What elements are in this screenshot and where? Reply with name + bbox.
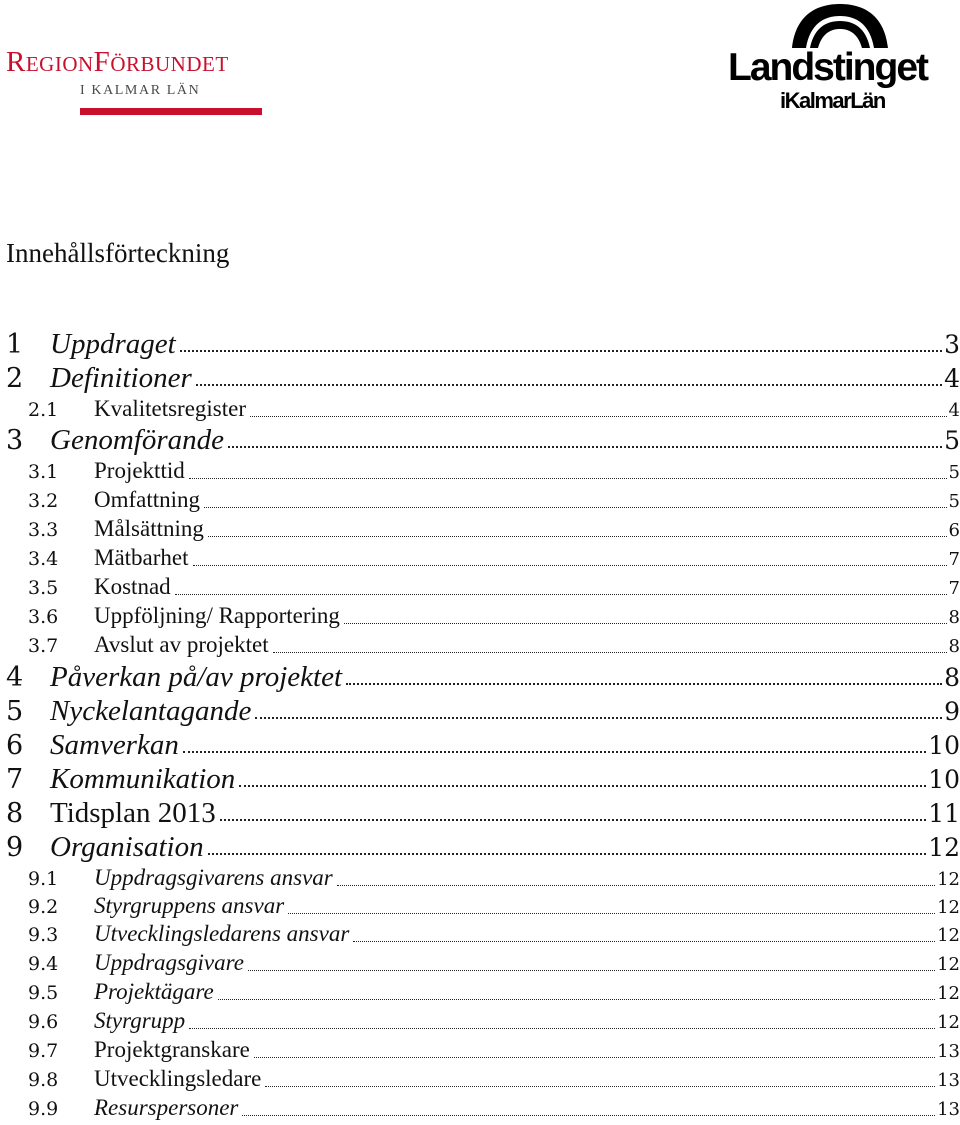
- toc-entry-title: Kostnad: [94, 574, 171, 599]
- toc-entry-number: 9.6: [28, 1011, 59, 1033]
- toc-entry-title: Styrgruppens ansvar: [94, 893, 285, 918]
- toc-dot-leader: [189, 1008, 935, 1034]
- toc-entry[interactable]: [6, 950, 960, 976]
- toc-entry[interactable]: [6, 661, 960, 693]
- toc-entry-number: 3.2: [28, 490, 59, 512]
- toc-entry-number: 7: [6, 764, 24, 795]
- toc-entry-page: 12: [937, 925, 960, 946]
- regionforbundet-logo-name: REGIONFÖRBUNDET: [6, 46, 229, 78]
- toc-entry[interactable]: [6, 545, 960, 571]
- toc-dot-leader: [204, 487, 947, 513]
- toc-entry[interactable]: [6, 695, 960, 727]
- toc-entry-number: 9.2: [28, 896, 59, 918]
- toc-entry[interactable]: [6, 921, 960, 947]
- toc-dot-leader: [250, 396, 947, 422]
- toc-entry-page: 10: [928, 731, 960, 760]
- toc-entry-number: 9.9: [28, 1098, 59, 1120]
- toc-entry-title: Definitioner: [50, 362, 192, 394]
- toc-entry-number: 3: [6, 425, 24, 456]
- toc-entry-page: 8: [948, 636, 960, 657]
- toc-entry-page: 12: [937, 954, 960, 975]
- toc-entry-title: Omfattning: [94, 487, 201, 512]
- toc-entry-title: Kvalitetsregister: [94, 396, 247, 421]
- toc-dot-leader: [180, 328, 942, 360]
- toc-entry-number: 4: [6, 662, 24, 693]
- toc-dot-leader: [248, 950, 935, 976]
- toc-entry-title: Kommunikation: [50, 763, 236, 795]
- toc-entry-number: 1: [6, 329, 24, 360]
- toc-dot-leader: [228, 424, 942, 456]
- regionforbundet-logo-bar: [80, 108, 262, 115]
- toc-entry-page: 11: [928, 799, 960, 828]
- toc-entry[interactable]: [6, 893, 960, 919]
- toc-entry[interactable]: [6, 396, 960, 422]
- landstinget-logo-name: Landstinget: [728, 46, 927, 89]
- toc-entry-page: 12: [937, 897, 960, 918]
- toc-entry-page: 6: [948, 520, 960, 541]
- toc-entry-title: Projekttid: [94, 458, 185, 483]
- toc-entry[interactable]: [6, 797, 960, 829]
- landstinget-logo: [728, 2, 954, 114]
- toc-entry-page: 9: [944, 697, 960, 726]
- toc-entry-page: 13: [937, 1070, 960, 1091]
- toc-entry-page: 4: [948, 400, 960, 421]
- toc-entry-page: 5: [948, 462, 960, 483]
- toc-entry-title: Samverkan: [50, 729, 179, 761]
- toc-entry-number: 5: [6, 696, 24, 727]
- toc-entry-page: 7: [948, 578, 960, 599]
- toc-entry-number: 8: [6, 798, 24, 829]
- toc-entry-page: 10: [928, 765, 960, 794]
- toc-entry-title: Resurspersoner: [94, 1095, 239, 1120]
- toc-entry-page: 8: [948, 607, 960, 628]
- toc-entry-title: Nyckelantagande: [50, 695, 252, 727]
- toc-entry[interactable]: [6, 362, 960, 394]
- regionforbundet-logo-subtitle: I KALMAR LÄN: [80, 83, 201, 98]
- toc-dot-leader: [189, 458, 947, 484]
- toc-dot-leader: [254, 1037, 935, 1063]
- toc-entry-title: Avslut av projektet: [94, 632, 269, 657]
- toc-entry[interactable]: [6, 831, 960, 863]
- toc-entry[interactable]: [6, 574, 960, 600]
- toc-entry-page: 8: [944, 663, 960, 692]
- toc-entry-page: 5: [944, 426, 960, 455]
- toc-heading: Innehållsförteckning: [6, 238, 230, 268]
- toc-entry-number: 9.3: [28, 924, 59, 946]
- toc-entry-title: Projektägare: [94, 979, 214, 1004]
- toc-entry-page: 7: [948, 549, 960, 570]
- toc-entry[interactable]: [6, 487, 960, 513]
- toc-entry-number: 9.5: [28, 982, 59, 1004]
- toc-entry-number: 3.6: [28, 606, 59, 628]
- toc-entry-page: 12: [937, 983, 960, 1004]
- toc-entry-number: 2: [6, 363, 24, 394]
- toc-entry-number: 9.1: [28, 868, 59, 890]
- toc-entry-page: 13: [937, 1099, 960, 1120]
- toc-entry-number: 3.1: [28, 461, 59, 483]
- toc-entry-page: 12: [928, 833, 960, 862]
- toc-entry-title: Genomförande: [50, 424, 224, 456]
- toc-entry-number: 3.7: [28, 635, 59, 657]
- toc-entry-title: Påverkan på/av projektet: [50, 661, 343, 693]
- toc-dot-leader: [337, 865, 935, 891]
- toc-entry-title: Utvecklingsledare: [94, 1066, 262, 1091]
- toc-entry[interactable]: [6, 603, 960, 629]
- toc-dot-leader: [239, 763, 926, 795]
- toc-dot-leader: [208, 831, 927, 863]
- toc-dot-leader: [183, 729, 926, 761]
- toc-entry[interactable]: [6, 424, 960, 456]
- landstinget-logo-subtitle: iKalmarLän: [780, 88, 885, 113]
- toc-entry[interactable]: [6, 516, 960, 542]
- toc-dot-leader: [242, 1095, 935, 1121]
- toc-dot-leader: [175, 574, 947, 600]
- toc-entry-title: Mätbarhet: [94, 545, 189, 570]
- toc-entry-page: 12: [937, 1012, 960, 1033]
- toc-entry[interactable]: [6, 763, 960, 795]
- toc-entry-number: 3.3: [28, 519, 59, 541]
- toc-entry[interactable]: [6, 1008, 960, 1034]
- toc-entry-title: Målsättning: [94, 516, 204, 541]
- toc-dot-leader: [265, 1066, 935, 1092]
- toc-dot-leader: [288, 893, 935, 919]
- toc-dot-leader: [193, 545, 947, 571]
- toc-dot-leader: [255, 695, 942, 727]
- toc-entry-title: Tidsplan 2013: [50, 797, 216, 829]
- toc-dot-leader: [346, 661, 942, 693]
- toc-entry-page: 4: [944, 364, 960, 393]
- toc-entry-title: Uppdragsgivarens ansvar: [94, 865, 333, 890]
- toc-entry-number: 9.4: [28, 953, 59, 975]
- toc-entry-title: Utvecklingsledarens ansvar: [94, 921, 350, 946]
- toc-dot-leader: [344, 603, 947, 629]
- toc-dot-leader: [273, 632, 947, 658]
- toc-entry[interactable]: [6, 1037, 960, 1063]
- toc-entry-page: 3: [944, 330, 960, 359]
- toc-entry-title: Projektgranskare: [94, 1037, 250, 1062]
- toc-entry-page: 12: [937, 869, 960, 890]
- toc-entry-number: 3.5: [28, 577, 59, 599]
- toc-entry[interactable]: [6, 458, 960, 484]
- toc-dot-leader: [353, 921, 935, 947]
- toc-entry[interactable]: [6, 1095, 960, 1121]
- toc-dot-leader: [220, 797, 926, 829]
- toc-entry[interactable]: [6, 979, 960, 1005]
- toc-entry-title: Organisation: [50, 831, 204, 863]
- toc-entry-number: 9.7: [28, 1040, 59, 1062]
- toc-dot-leader: [218, 979, 935, 1005]
- toc-entry-page: 13: [937, 1041, 960, 1062]
- toc-entry[interactable]: [6, 328, 960, 360]
- regionforbundet-logo: [6, 48, 262, 118]
- toc-entry-number: 3.4: [28, 548, 59, 570]
- toc-entry[interactable]: [6, 632, 960, 658]
- toc-entry-title: Uppdraget: [50, 328, 176, 360]
- toc-entry-number: 6: [6, 730, 24, 761]
- toc-entry-title: Uppföljning/ Rapportering: [94, 603, 340, 628]
- toc-entry-number: 9: [6, 832, 24, 863]
- landstinget-arch-icon: [790, 2, 890, 50]
- toc-entry-number: 2.1: [28, 399, 59, 421]
- toc-entry-number: 9.8: [28, 1069, 59, 1091]
- toc-entry-title: Styrgrupp: [94, 1008, 186, 1033]
- toc-entry[interactable]: [6, 865, 960, 891]
- toc-dot-leader: [208, 516, 947, 542]
- toc-entry-page: 5: [948, 491, 960, 512]
- toc-entry[interactable]: [6, 1066, 960, 1092]
- toc-dot-leader: [196, 362, 942, 394]
- toc-entry-title: Uppdragsgivare: [94, 950, 244, 975]
- toc-entry[interactable]: [6, 729, 960, 761]
